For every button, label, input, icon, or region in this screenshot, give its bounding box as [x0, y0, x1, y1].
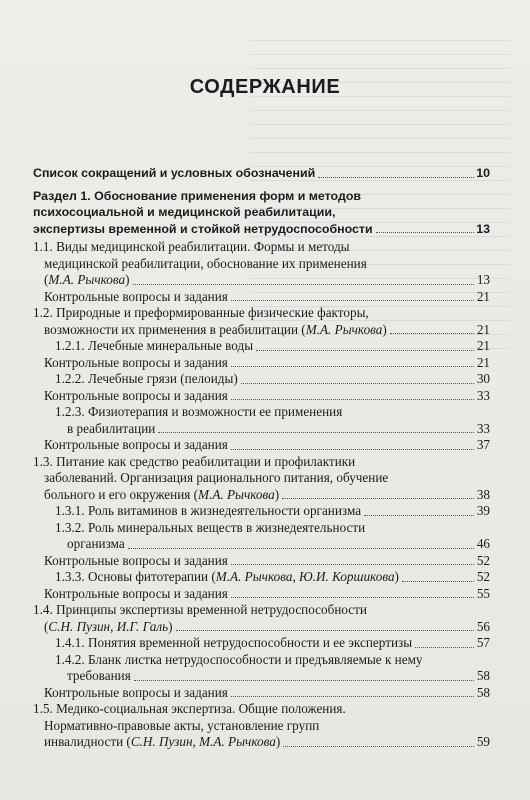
page-number: 38: [476, 486, 490, 502]
toc-entry: [33, 221, 490, 238]
toc-entry-title: 1.2.3. Физиотерапия и возможности ее применения: [55, 404, 343, 419]
dot-leader: [231, 564, 474, 565]
page-number: 56: [476, 618, 490, 634]
toc-entry: [33, 553, 490, 570]
toc-entry-title: психосоциальной и медицинской реабилитации,: [33, 205, 336, 219]
toc-entry-title: 1.4.1. Понятия временной нетрудоспособности и ее экспертизы: [55, 635, 413, 650]
toc-entry: [33, 668, 490, 685]
dot-leader: [402, 581, 474, 582]
dot-leader: [128, 548, 474, 549]
page-number: 52: [476, 552, 490, 568]
toc-entry: [33, 685, 490, 702]
dot-leader: [231, 366, 474, 367]
toc-entry-title: 1.4.2. Бланк листка нетрудоспособности и предъявляемые к нему: [55, 651, 423, 667]
toc-entry-title: 1.5. Медико-социальная экспертиза. Общие положения.: [33, 701, 346, 716]
toc-entry-title: 1.3.3. Основы фитотерапии (М.А. Рычкова, Ю.И. Коршикова): [55, 569, 399, 584]
page-number: 37: [476, 437, 490, 452]
table-of-contents: [33, 165, 490, 751]
dot-leader: [282, 498, 474, 499]
toc-entry: [33, 569, 490, 586]
toc-entry-title: Контрольные вопросы и задания: [44, 684, 228, 700]
toc-entry-title: инвалидности (С.Н. Пузин, М.А. Рычкова): [44, 734, 281, 749]
toc-entry: [33, 289, 490, 306]
dot-leader: [283, 746, 474, 747]
toc-entry-title: (М.А. Рычкова): [44, 272, 130, 287]
toc-entry-title: Контрольные вопросы и задания: [44, 437, 228, 452]
page-number: 21: [476, 288, 490, 304]
toc-entry: [33, 421, 490, 438]
toc-entry-title: заболеваний. Организация рационального питания, обучение: [44, 470, 389, 485]
page-number: 59: [476, 734, 490, 749]
toc-entry: [33, 536, 490, 553]
toc-entry: [33, 503, 490, 520]
dot-leader: [134, 680, 474, 681]
author-names: М.А. Рычкова: [305, 321, 383, 337]
toc-entry-title: в реабилитации: [67, 420, 156, 436]
toc-entry-title: Раздел 1. Обоснование применения форм и методов: [33, 188, 362, 203]
page-number: 52: [476, 569, 490, 584]
toc-entry: [33, 635, 490, 652]
toc-entry-title: 1.3. Питание как средство реабилитации и профилактики: [33, 453, 356, 469]
dot-leader: [415, 647, 474, 648]
toc-entry: [33, 734, 490, 751]
toc-entry-title: Контрольные вопросы и задания: [44, 552, 228, 568]
author-names: М.А. Рычкова: [48, 272, 126, 287]
page-title: СОДЕРЖАНИЕ: [189, 76, 341, 98]
toc-entry: [33, 437, 490, 454]
dot-leader: [158, 432, 474, 433]
page-number: 21: [476, 354, 490, 370]
dot-leader: [231, 399, 474, 400]
dot-leader: [390, 333, 474, 334]
dot-leader: [231, 696, 474, 697]
toc-entry: [33, 322, 490, 339]
toc-entry: [33, 165, 490, 182]
toc-entry-title: 1.2.2. Лечебные грязи (пелоиды): [55, 371, 238, 386]
toc-entry-title: 1.2. Природные и преформированные физические факторы,: [33, 305, 369, 320]
toc-entry: [33, 355, 490, 372]
page-number: 13: [476, 221, 490, 236]
dot-leader: [231, 597, 474, 598]
page-number: 30: [476, 371, 490, 386]
toc-entry-title: 1.3.1. Роль витаминов в жизнедеятельности организма: [55, 503, 362, 518]
dot-leader: [231, 300, 474, 301]
dot-leader: [133, 284, 474, 285]
dot-leader: [176, 630, 474, 631]
toc-entry-title: 1.2.1. Лечебные минеральные воды: [55, 338, 254, 353]
toc-entry: [33, 487, 490, 504]
dot-leader: [256, 350, 474, 351]
toc-entry-title: медицинской реабилитации, обоснование их применения: [44, 255, 367, 271]
toc-entry-title: Контрольные вопросы и задания: [44, 585, 228, 601]
dot-leader: [364, 515, 474, 516]
toc-entry: [33, 388, 490, 405]
toc-entry-title: Контрольные вопросы и задания: [44, 354, 228, 370]
page-number: 39: [476, 503, 490, 518]
page-number: 21: [476, 321, 490, 337]
toc-entry-title: возможности их применения в реабилитации (М.А. Рычкова): [44, 321, 387, 337]
toc-entry: [33, 371, 490, 388]
toc-entry-title: (С.Н. Пузин, И.Г. Галь): [44, 618, 173, 634]
author-names: С.Н. Пузин, И.Г. Галь: [48, 618, 169, 634]
page-number: 33: [476, 387, 490, 403]
toc-entry-title: требования: [67, 668, 131, 683]
page-number: 58: [476, 668, 490, 683]
toc-entry-title: Контрольные вопросы и задания: [44, 288, 228, 304]
toc-entry: [33, 586, 490, 603]
page-number: 58: [476, 684, 490, 700]
page-number: 21: [476, 338, 490, 353]
toc-entry-title: 1.1. Виды медицинской реабилитации. Формы и методы: [33, 239, 350, 254]
toc-entry-title: больного и его окружения (М.А. Рычкова): [44, 486, 280, 502]
page-number: 46: [476, 536, 490, 551]
toc-entry-title: Список сокращений и условных обозначений: [33, 166, 316, 180]
toc-entry-title: экспертизы временной и стойкой нетрудоспособности: [33, 221, 373, 236]
author-names: М.А. Рычкова: [198, 486, 275, 502]
toc-entry-title: Нормативно-правовые акты, установление групп: [44, 717, 320, 733]
dot-leader: [241, 383, 474, 384]
author-names: С.Н. Пузин, М.А. Рычкова: [130, 734, 276, 749]
toc-entry-title: 1.4. Принципы экспертизы временной нетрудоспособности: [33, 602, 367, 617]
toc-entry: [33, 338, 490, 355]
dot-leader: [318, 177, 474, 178]
page-number: 33: [476, 420, 490, 436]
dot-leader: [376, 232, 474, 233]
toc-entry-title: организма: [67, 536, 125, 551]
toc-entry-title: 1.3.2. Роль минеральных веществ в жизнедеятельности: [55, 519, 366, 535]
toc-entry: [33, 619, 490, 636]
toc-entry-title: Контрольные вопросы и задания: [44, 387, 228, 403]
page-number: 55: [476, 585, 490, 601]
page-number: 57: [476, 635, 490, 650]
dot-leader: [231, 449, 474, 450]
page-number: 10: [476, 166, 490, 180]
page-number: 13: [476, 272, 490, 287]
author-names: М.А. Рычкова, Ю.И. Коршикова: [215, 569, 395, 584]
toc-entry: [33, 272, 490, 289]
